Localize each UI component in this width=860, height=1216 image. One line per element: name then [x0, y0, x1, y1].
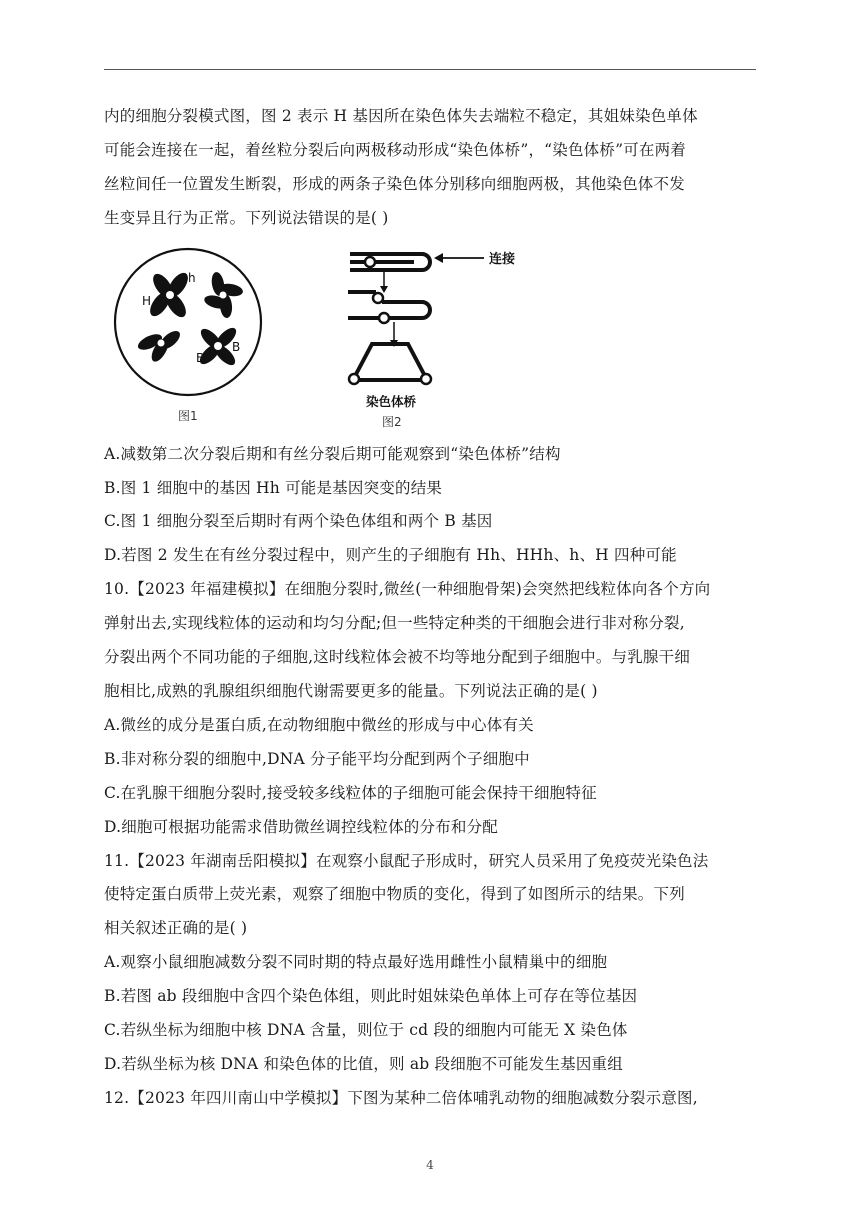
gene-label-B: B: [232, 339, 241, 354]
text-line: 可能会连接在一起，着丝粒分裂后向两极移动形成“染色体桥”，“染色体桥”可在两着: [104, 140, 686, 159]
gene-label-h: h: [188, 270, 196, 285]
option-d: D.细胞可根据功能需求借助微丝调控线粒体的分布和分配: [104, 817, 499, 836]
gene-label-B: B: [196, 350, 205, 365]
cell-diagram: [108, 242, 278, 432]
page-content: [104, 100, 764, 1116]
question-12: [104, 1082, 764, 1116]
question-9-stem: [104, 100, 764, 236]
option-a: A.观察小鼠细胞减数分裂不同时期的特点最好选用雌性小鼠精巢中的细胞: [104, 953, 608, 972]
text-line: 使特定蛋白质带上荧光素，观察了细胞中物质的变化，得到了如图所示的结果。下列: [104, 885, 685, 904]
option-a: A.减数第二次分裂后期和有丝分裂后期可能观察到“染色体桥”结构: [104, 444, 561, 463]
chromosome-bridge-diagram: [344, 248, 544, 432]
text-line: 胞相比,成熟的乳腺组织细胞代谢需要更多的能量。下列说法正确的是( ): [104, 681, 598, 700]
option-d: D.若图 2 发生在有丝分裂过程中，则产生的子细胞有 Hh、HHh、h、H 四种可能: [104, 546, 677, 565]
arrow-head: [434, 253, 443, 263]
option-c: C.图 1 细胞分裂至后期时有两个染色体组和两个 B 基因: [104, 512, 493, 531]
joined-chromatids: [350, 254, 430, 270]
text-line: 10.【2023 年福建模拟】在细胞分裂时,微丝(一种细胞骨架)会突然把线粒体向各个方向: [104, 580, 711, 599]
option-a: A.微丝的成分是蛋白质,在动物细胞中微丝的形成与中心体有关: [104, 715, 534, 734]
text-line: 丝粒间任一位置发生断裂，形成的两条子染色体分别移向细胞两极，其他染色体不发: [104, 174, 685, 193]
separating-chromatids: [348, 292, 430, 318]
chromosome-Hh: [146, 269, 192, 320]
chromosome-3: [136, 327, 183, 364]
text-line: 生变异且行为正常。下列说法错误的是( ): [104, 208, 389, 227]
option-b: B.图 1 细胞中的基因 Hh 可能是基因突变的结果: [104, 478, 443, 497]
figure-caption: 图2: [382, 414, 402, 429]
text-line: 内的细胞分裂模式图，图 2 表示 H 基因所在染色体失去端粒不稳定，其姐妹染色单体: [104, 107, 698, 125]
gene-label-H: H: [142, 293, 152, 308]
text-line: 相关叙述正确的是( ): [104, 919, 248, 938]
option-c: C.若纵坐标为细胞中核 DNA 含量，则位于 cd 段的细胞内可能无 X 染色体: [104, 1021, 628, 1040]
header-rule: [104, 69, 756, 70]
question-11: [104, 845, 764, 1082]
bridge: [354, 344, 426, 380]
text-line: 12.【2023 年四川南山中学模拟】下图为某种二倍体哺乳动物的细胞减数分裂示意图,: [104, 1088, 698, 1107]
question-9-options: [104, 438, 764, 574]
option-b: B.若图 ab 段细胞中含四个染色体组，则此时姐妹染色单体上可存在等位基因: [104, 987, 638, 1006]
figure-2: [344, 248, 544, 436]
figures-row: [104, 242, 764, 438]
text-line: 11.【2023 年湖南岳阳模拟】在观察小鼠配子形成时，研究人员采用了免疫荧光染色法: [104, 851, 709, 870]
bridge-label: 染色体桥: [366, 393, 417, 409]
arrow-label: 连接: [489, 251, 516, 267]
text-line: 分裂出两个不同功能的子细胞,这时线粒体会被不均等地分配到子细胞中。与乳腺干细: [104, 648, 691, 667]
figure-caption: 图1: [178, 408, 198, 423]
page-number: 4: [426, 1158, 434, 1172]
option-d: D.若纵坐标为核 DNA 和染色体的比值，则 ab 段细胞不可能发生基因重组: [104, 1054, 623, 1073]
text-line: 弹射出去,实现线粒体的运动和均匀分配;但一些特定种类的干细胞会进行非对称分裂,: [104, 614, 685, 633]
option-c: C.在乳腺干细胞分裂时,接受较多线粒体的子细胞可能会保持干细胞特征: [104, 783, 597, 802]
chromosome-2: [203, 271, 244, 318]
question-10: [104, 573, 764, 844]
option-b: B.非对称分裂的细胞中,DNA 分子能平均分配到两个子细胞中: [104, 749, 530, 768]
figure-1: [108, 242, 278, 436]
